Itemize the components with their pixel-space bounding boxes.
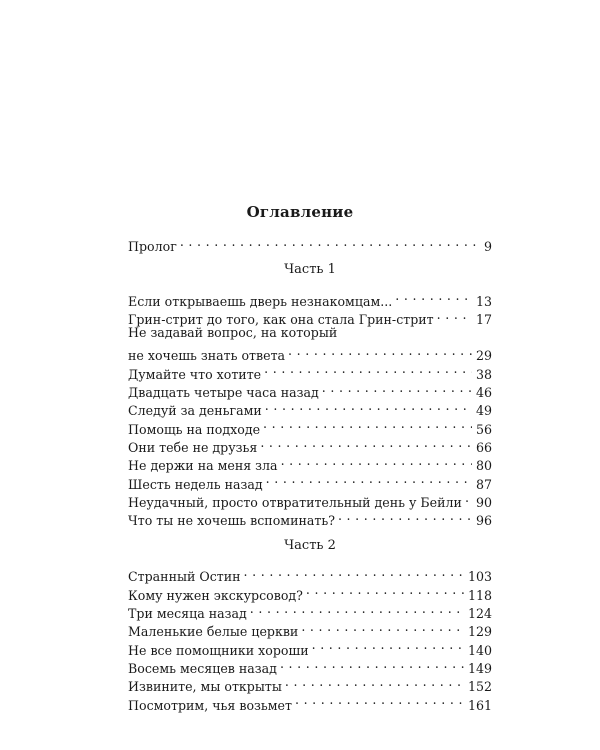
entry-page-number: 118 [467, 587, 492, 603]
toc-entry[interactable] [128, 287, 492, 309]
part-2-heading: Часть 2 [284, 538, 336, 554]
entry-title: Три месяца назад [128, 606, 247, 622]
dot-leader [312, 636, 464, 654]
entry-page-number: 149 [467, 660, 492, 676]
entry-title: Следуй за деньгами [128, 403, 262, 419]
entry-page-number: 17 [475, 311, 492, 327]
entry-page-number: 90 [475, 494, 492, 510]
dot-leader [288, 342, 472, 360]
entry-title: Восемь месяцев назад [128, 660, 277, 676]
entry-title: Не задавай вопрос, на который [128, 324, 338, 340]
entry-page-number: 66 [475, 439, 492, 455]
entry-page-number: 103 [467, 569, 492, 585]
dot-leader [250, 600, 464, 618]
dot-leader [306, 581, 464, 599]
dot-leader [244, 563, 464, 581]
entry-title: Что ты не хочешь вспоминать? [128, 513, 335, 529]
dot-leader [295, 691, 464, 709]
toc-entry-prologue[interactable] [128, 233, 492, 255]
dot-leader [264, 360, 472, 378]
entry-title: Не все помощники хороши [128, 642, 309, 658]
entry-title: Не держи на меня зла [128, 458, 278, 474]
entry-page-number: 9 [483, 239, 492, 255]
entry-page-number: 13 [475, 293, 492, 309]
entry-title: Двадцать четыре часа назад [128, 385, 319, 401]
entry-page-number: 49 [475, 403, 492, 419]
entry-title: Пролог [128, 239, 177, 255]
entry-page-number: 161 [467, 697, 492, 713]
entry-title: Думайте что хотите [128, 366, 262, 382]
entry-page-number: 152 [467, 679, 492, 695]
toc-entry[interactable] [128, 342, 492, 364]
entry-title: Грин-стрит до того, как она стала Грин-стрит [128, 311, 434, 327]
entry-title: Шесть недель назад [128, 476, 263, 492]
entry-page-number: 140 [467, 642, 492, 658]
entry-title: Странный Остин [128, 569, 241, 585]
entry-page-number: 124 [467, 606, 492, 622]
toc-entry-first-line[interactable] [128, 324, 492, 342]
entry-title: Маленькие белые церкви [128, 624, 299, 640]
table-of-contents [128, 233, 492, 713]
dot-leader [265, 397, 472, 415]
toc-entry[interactable] [128, 563, 492, 585]
entry-title: Неудачный, просто отвратительный день у Бейли [128, 494, 462, 510]
part-2-entries [128, 563, 492, 713]
entry-title: Посмотрим, чья возьмет [128, 697, 292, 713]
dot-leader [266, 470, 472, 488]
part-1-entries [128, 287, 492, 529]
entry-page-number: 46 [475, 385, 492, 401]
entry-page-number: 129 [467, 624, 492, 640]
entry-title: Извините, мы открыты [128, 679, 282, 695]
dot-leader [465, 489, 472, 507]
entry-page-number: 38 [475, 366, 492, 382]
dot-leader [280, 655, 464, 673]
dot-leader [285, 673, 464, 691]
entry-title: Они тебе не друзья [128, 439, 258, 455]
entry-title: Кому нужен экскурсовод? [128, 587, 303, 603]
dot-leader [301, 618, 464, 636]
part-1-heading: Часть 1 [284, 262, 336, 278]
entry-page-number: 29 [475, 348, 492, 364]
entry-page-number: 80 [475, 458, 492, 474]
entry-page-number: 56 [475, 421, 492, 437]
dot-leader [338, 507, 472, 525]
dot-leader [322, 379, 472, 397]
entry-page-number: 96 [475, 513, 492, 529]
entry-title: Если открываешь дверь незнакомцам... [128, 293, 393, 309]
entry-title: Помощь на подходе [128, 421, 261, 437]
dot-leader [180, 233, 480, 251]
dot-leader [395, 287, 472, 305]
entry-page-number: 87 [475, 476, 492, 492]
dot-leader [281, 452, 472, 470]
toc-title: Оглавление [246, 203, 354, 221]
dot-leader [260, 434, 472, 452]
entry-title-continuation: не хочешь знать ответа [128, 348, 286, 364]
dot-leader [437, 306, 472, 324]
dot-leader [263, 415, 472, 433]
